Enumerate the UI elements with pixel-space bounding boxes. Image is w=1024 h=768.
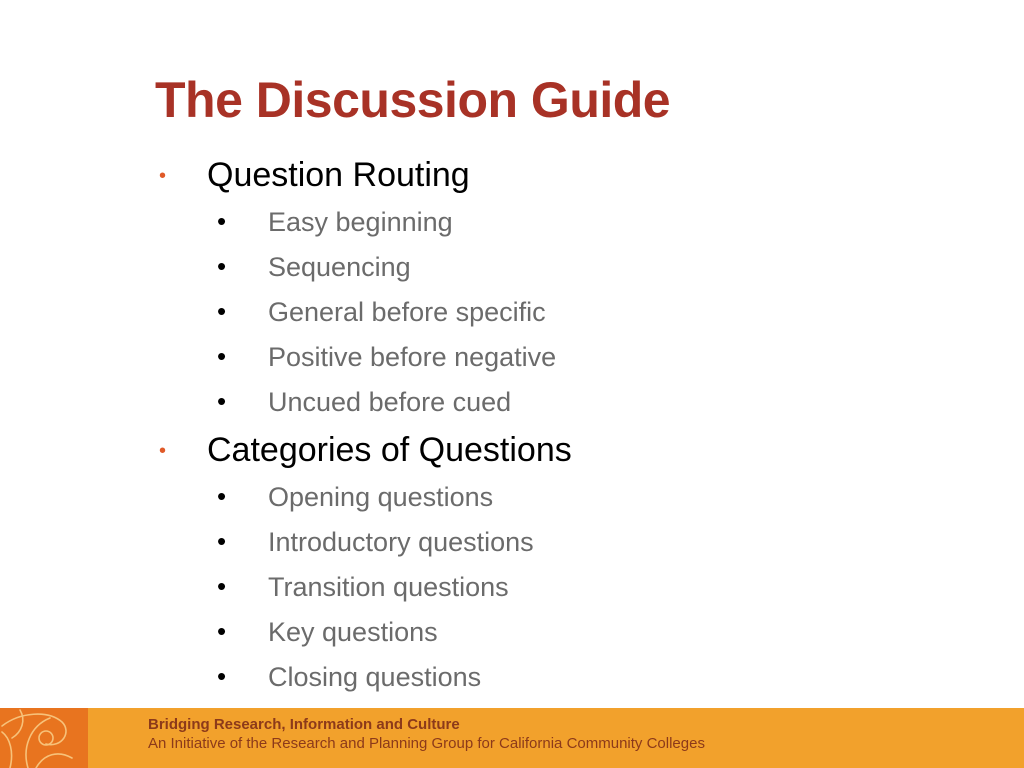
bullet-level2-text: Sequencing [268, 252, 411, 282]
bullet-dot-icon: • [217, 296, 227, 326]
footer-bar [0, 708, 1024, 768]
swirl-logo-icon [0, 708, 88, 768]
bullet-dot-icon: • [159, 440, 167, 462]
bullet-dot-icon: • [217, 481, 227, 511]
bullet-dot-icon: • [217, 206, 227, 236]
bullet-level2 [155, 200, 955, 245]
bullet-level1 [155, 150, 955, 200]
bullet-level2 [155, 335, 955, 380]
bullet-dot-icon: • [159, 165, 167, 187]
bullet-level2-text: Closing questions [268, 662, 482, 692]
bullet-level2-text: Opening questions [268, 482, 494, 512]
slide-title: The Discussion Guide [155, 72, 671, 128]
bullet-level1 [155, 425, 955, 475]
bullet-level2 [155, 610, 955, 655]
bullet-dot-icon: • [217, 526, 227, 556]
bullet-level2-text: Key questions [268, 617, 438, 647]
bullet-level2 [155, 565, 955, 610]
bullet-level2-text: Transition questions [268, 572, 509, 602]
bullet-level2 [155, 245, 955, 290]
bullet-level2 [155, 290, 955, 335]
bullet-dot-icon: • [217, 661, 227, 691]
bullet-dot-icon: • [217, 571, 227, 601]
bullet-level2-text: General before specific [268, 297, 546, 327]
bullet-level2 [155, 380, 955, 425]
section-categories-of-questions [155, 425, 955, 700]
bullet-dot-icon: • [217, 386, 227, 416]
bullet-dot-icon: • [217, 341, 227, 371]
bullet-level1-text: Categories of Questions [207, 431, 572, 469]
footer-line1: Bridging Research, Information and Culture [148, 716, 460, 733]
bullet-dot-icon: • [217, 616, 227, 646]
bullet-level2-text: Positive before negative [268, 342, 557, 372]
footer-text [148, 715, 705, 753]
bullet-level2 [155, 655, 955, 700]
bullet-level1-text: Question Routing [207, 156, 470, 194]
section-question-routing [155, 150, 955, 425]
bullet-dot-icon: • [217, 251, 227, 281]
bullet-level2-text: Easy beginning [268, 207, 453, 237]
bullet-level2-text: Introductory questions [268, 527, 534, 557]
footer-line2: An Initiative of the Research and Planning Group for California Community Colleges [148, 735, 705, 752]
bullet-list [155, 150, 955, 700]
bullet-level2-text: Uncued before cued [268, 387, 512, 417]
bullet-level2 [155, 520, 955, 565]
bullet-level2 [155, 475, 955, 520]
